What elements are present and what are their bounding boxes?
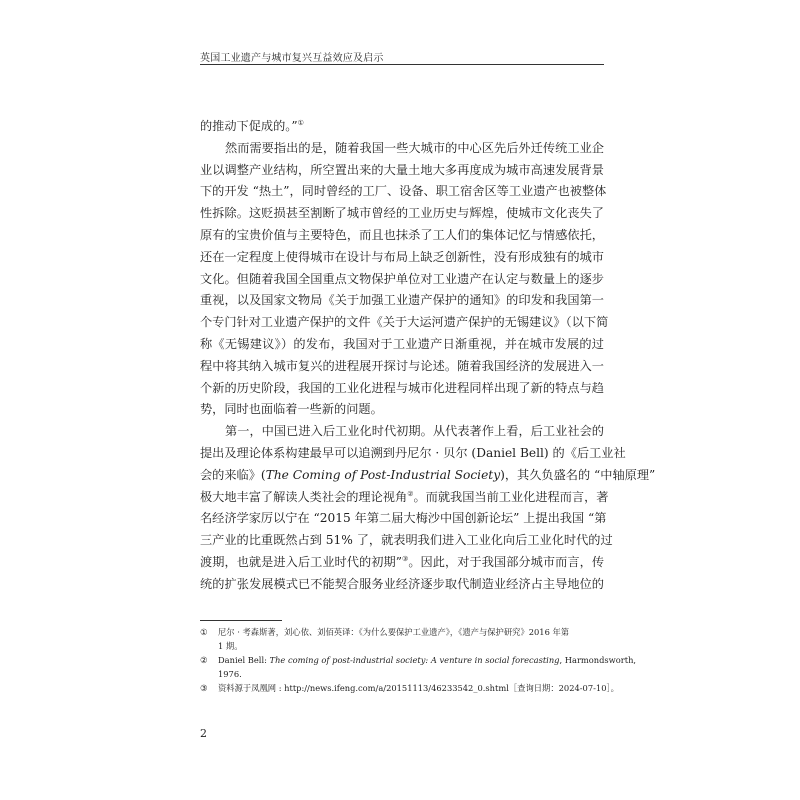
footnote-separator [200,620,282,621]
paragraph-line [200,487,609,509]
paragraph-line: 文化。但随着我国全国重点文物保护单位对工业遗产在认定与数量上的逐步 [200,271,604,286]
paragraph-line: 势，同时也面临着一些新的问题。 [200,402,383,417]
paragraph-line: 提出及理论体系构建最早可以追溯到丹尼尔 · 贝尔 (Daniel Bell) 的《后工业社 [200,445,626,460]
paragraph-line: 个专门针对工业遗产保护的文件《关于大运河遗产保护的无锡建议》（以下简 [200,315,609,330]
footnote-text: 1 期。 [218,641,243,651]
footnote-mark: ① [200,627,208,637]
footnotes [200,625,637,695]
text-run: 会的来临》( [200,467,266,482]
paragraph-line: 名经济学家厉以宁在 “2015 年第二届大梅沙中国创新论坛” 上提出我国 “第 [200,511,607,526]
text-run: )，其久负盛名的 “中轴原理” [500,467,656,482]
footnote-text: 尼尔 · 考森斯著，刘心依、刘佰英译：《为什么要保护工业遗产》，《遗产与保护研究》2016 年第 [218,627,570,637]
book-title-italic: The coming of post-industrial society: A venture in social forecasting [269,655,560,665]
text-run: Daniel Bell: [218,655,270,665]
body-text [200,116,656,596]
paragraph-line: 三产业的比重既然占到 51% 了，就表明我们进入工业化向后工业化时代的过 [200,533,613,548]
paragraph-line: 统的扩张发展模式已不能契合服务业经济逐步取代制造业经济占主导地位的 [200,576,604,591]
paragraph-line: 称《无锡建议》）的发布，我国对于工业遗产日渐重视，并在城市发展的过 [200,336,604,351]
running-title: 英国工业遗产与城市复兴互益效应及启示 [200,53,384,64]
footnote [200,681,619,695]
paragraph-line [200,116,604,138]
footnote-text: 1976. [218,669,242,679]
text-run: 。因此，对于我国部分城市而言，传 [408,554,605,569]
footnote-ref[interactable]: ② [407,489,414,498]
paragraph-line: 第一，中国已进入后工业化时代初期。从代表著作上看，后工业社会的 [225,424,604,439]
paragraph-line: 然而需要指出的是，随着我国一些大城市的中心区先后外迁传统工业企 [225,140,604,155]
footnote-mark: ③ [200,683,208,693]
paragraph-line: 程中将其纳入城市复兴的进程展开探讨与论述。随着我国经济的发展进入一 [200,358,604,373]
footnote-mark: ② [200,655,208,665]
text-run: 的推动下促成的。” [200,119,298,133]
paragraph-line: 原有的宝贵价值与主要特色，而且也抹杀了工人们的集体记忆与情感依托， [200,227,604,242]
page-number: 2 [200,727,207,740]
paragraph-line: 性拆除。这贬损甚至割断了城市曾经的工业历史与辉煌，使城市文化丧失了 [200,206,604,221]
footnote-ref[interactable]: ③ [401,554,409,563]
footnote-ref[interactable]: ① [297,119,304,127]
text-run: 极大地丰富了解读人类社会的理论视角 [200,489,408,504]
paragraph-line: 还在一定程度上使得城市在设计与布局上缺乏创新性，没有形成独有的城市 [200,249,604,264]
paragraph-line: 个新的历史阶段，我国的工业化进程与城市化进程同样出现了新的特点与趋 [200,380,604,395]
text-run: 。而就我国当前工业化进程而言，著 [413,489,609,504]
footnote-text: 资料源于凤凰网 : http://news.ifeng.com/a/20151113/46233542_0.shtml［查询日期：2024-07-10］。 [218,683,619,693]
footnote [200,653,637,681]
text-run: , Harmondsworth, [559,655,637,665]
text-run: 渡期，也就是进入后工业时代的初期” [200,554,402,569]
paragraph-line: 重视，以及国家文物局《关于加强工业遗产保护的通知》的印发和我国第一 [200,293,604,308]
footnote [200,625,604,653]
footnote-text [218,653,637,667]
paragraph-line: 下的开发 “热土”，同时曾经的工厂、设备、职工宿舍区等工业遗产也被整体 [200,184,607,199]
paragraph-line: 业以调整产业结构，所空置出来的大量土地大多再度成为城市高速发展背景 [200,162,604,177]
paragraph-line [200,465,656,487]
paragraph-line [200,552,604,574]
book-title-italic: The Coming of Post-Industrial Society [265,467,501,482]
running-header [200,44,604,65]
